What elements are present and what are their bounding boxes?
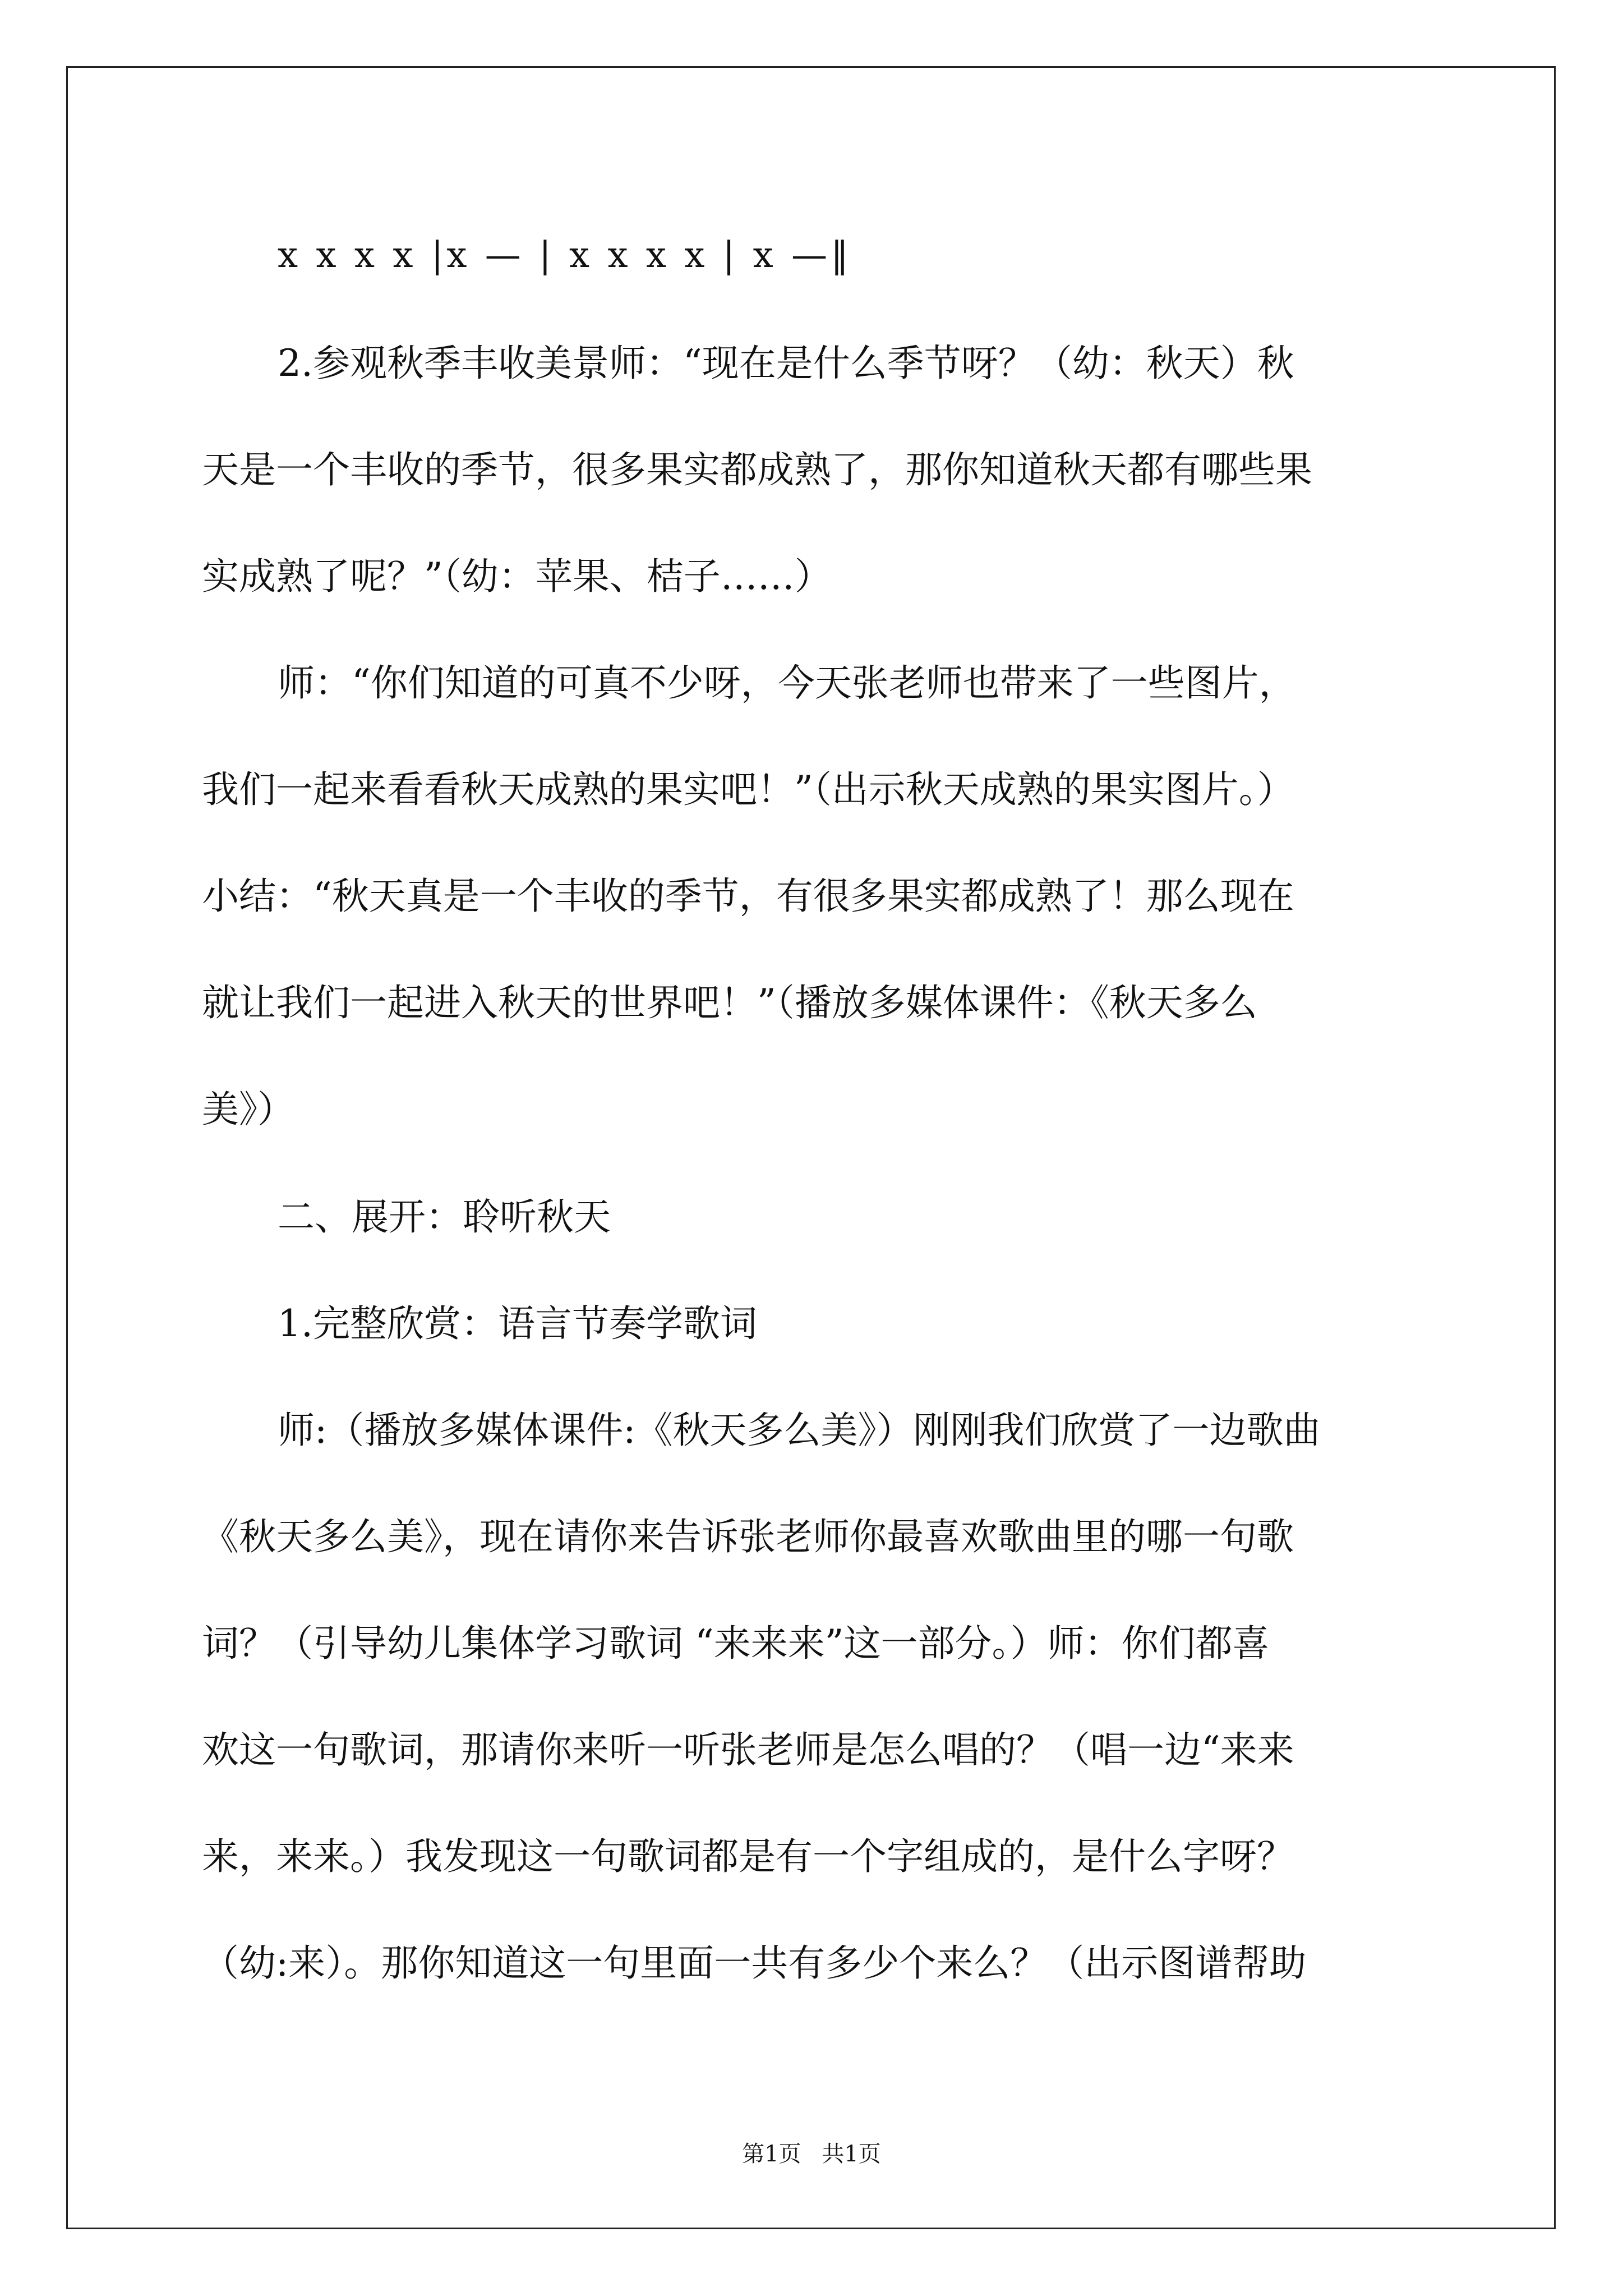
paragraph-line: 我们一起来看看秋天成熟的果实吧！”（出示秋天成熟的果实图片。） <box>202 768 1294 811</box>
paragraph-line: 美》） <box>202 1088 294 1131</box>
page-footer <box>0 2136 1623 2168</box>
paragraph-line: 来，来来。）我发现这一句歌词都是有一个字组成的，是什么字呀？ <box>202 1835 1294 1878</box>
paragraph-line: 2.参观秋季丰收美景师：“现在是什么季节呀？（幼：秋天）秋 <box>278 342 1294 385</box>
page-border <box>66 66 1556 2229</box>
paragraph-line: （幼:来）。那你知道这一句里面一共有多少个来么？（出示图谱帮助 <box>202 1941 1307 1985</box>
paragraph-line: 师:（播放多媒体课件:《秋天多么美》）刚刚我们欣赏了一边歌曲 <box>278 1409 1321 1452</box>
paragraph-line: 词？（引导幼儿集体学习歌词 “来来来”这一部分。）师：你们都喜 <box>202 1622 1270 1665</box>
page-number: 第1页 <box>742 2141 801 2167</box>
paragraph-line: 《秋天多么美》，现在请你来告诉张老师你最喜欢歌曲里的哪一句歌 <box>202 1515 1294 1558</box>
paragraph-line: 小结：“秋天真是一个丰收的季节，有很多果实都成熟了！那么现在 <box>202 875 1294 918</box>
paragraph-line: 实成熟了呢？”（幼：苹果、桔子……） <box>202 555 832 598</box>
paragraph-line: 欢这一句歌词，那请你来听一听张老师是怎么唱的？（唱一边“来来 <box>202 1728 1294 1772</box>
page-total: 共1页 <box>822 2141 881 2167</box>
paragraph-line: 师：“你们知道的可真不少呀，今天张老师也带来了一些图片， <box>278 661 1296 705</box>
rhythm-notation-line: x x x x |x — | x x x x | x —‖ <box>278 234 852 276</box>
paragraph-line: 就让我们一起进入秋天的世界吧！”（播放多媒体课件：《秋天多么 <box>202 981 1257 1024</box>
subsection-heading: 1.完整欣赏：语言节奏学歌词 <box>278 1302 757 1345</box>
paragraph-line: 天是一个丰收的季节，很多果实都成熟了，那你知道秋天都有哪些果 <box>202 448 1312 491</box>
section-heading: 二、展开：聆听秋天 <box>278 1195 611 1239</box>
